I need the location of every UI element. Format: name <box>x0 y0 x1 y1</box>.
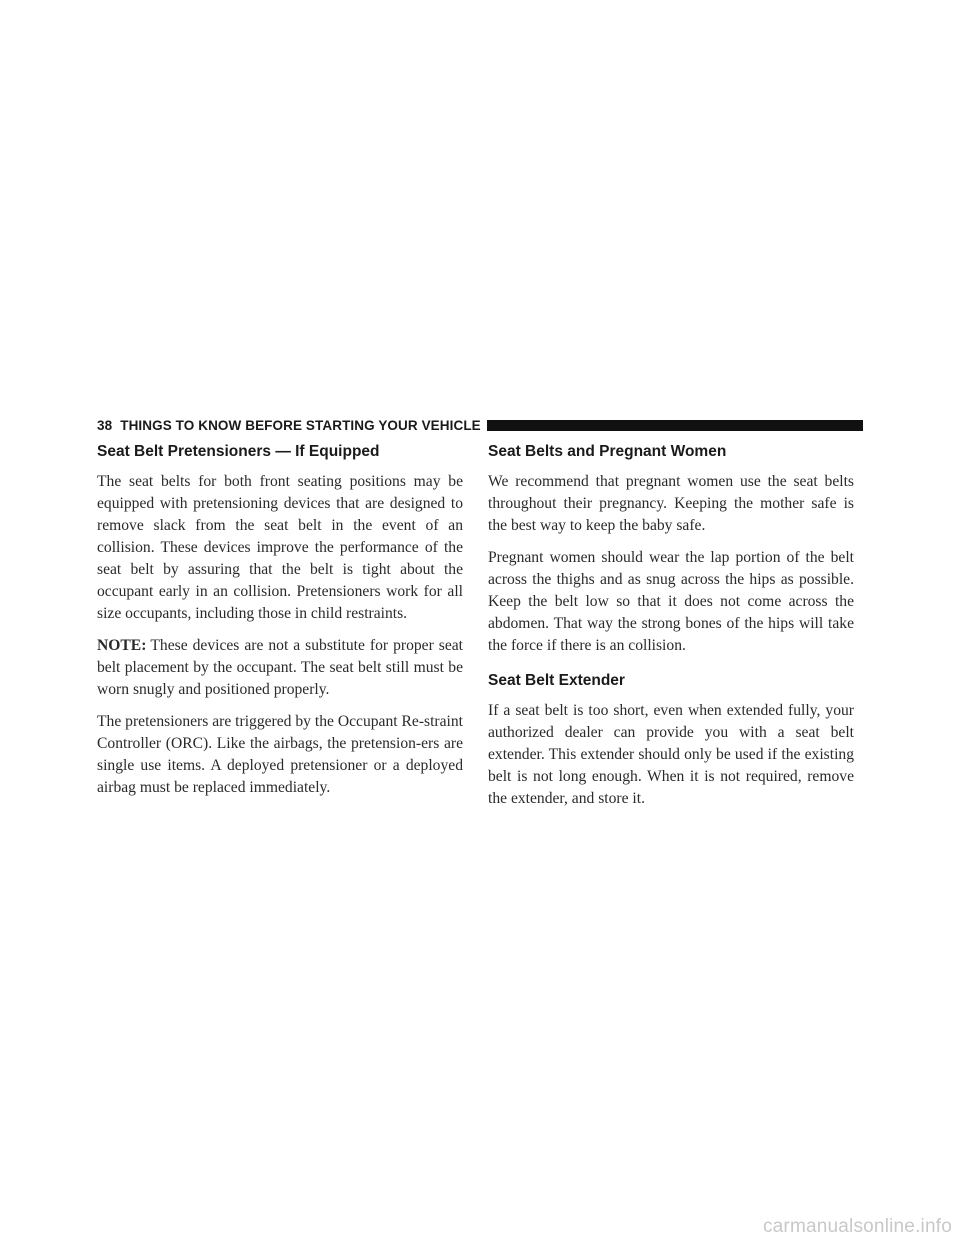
note-paragraph <box>97 635 463 701</box>
left-column <box>97 442 463 809</box>
watermark: carmanualsonline.info <box>762 1216 952 1237</box>
pregnant-women-paragraph-1: We recommend that pregnant women use the seat belts throughout their pregnancy. Keeping the mother safe is the best way to keep the baby safe. <box>488 473 854 534</box>
section-title: THINGS TO KNOW BEFORE STARTING YOUR VEHICLE <box>120 418 481 433</box>
extender-heading: Seat Belt Extender <box>488 672 625 689</box>
pregnant-women-heading: Seat Belts and Pregnant Women <box>488 443 727 460</box>
page-number: 38 <box>97 418 113 433</box>
note-text: These devices are not a substitute for proper seat belt placement by the occupant. The seat belt still must be worn snugly and positioned properly. <box>97 637 463 698</box>
pretensioners-paragraph: The seat belts for both front seating positions may be equipped with pretensioning devices that are designed to remove slack from the seat belt in the event of an collision. These devices improve the performance of the seat belt by assuring that the belt is tight about the occupant early in an collision. Pretensioners work for all size occupants, including those in child restraints. <box>97 473 463 622</box>
right-column <box>488 442 854 820</box>
header-rule <box>487 420 863 431</box>
pregnant-women-paragraph-2: Pregnant women should wear the lap portion of the belt across the thighs and as snug across the hips as possible. Keep the belt low so that it does not come across the abdomen. That way the strong bones of the hips will take the force if there is an collision. <box>488 549 854 654</box>
page-header <box>97 417 863 434</box>
extender-paragraph: If a seat belt is too short, even when extended fully, your authorized dealer can provide you with a seat belt extender. This extender should only be used if the existing belt is not long enough. When it is not required, remove the extender, and store it. <box>488 702 854 807</box>
pretensioners-heading: Seat Belt Pretensioners — If Equipped <box>97 443 380 460</box>
note-label: NOTE: <box>97 637 147 654</box>
orc-paragraph: The pretensioners are triggered by the Occupant Re-straint Controller (ORC). Like the airbags, the pretension-ers are single use items. A deployed pretensioner or a deployed airbag must be replaced immediately. <box>97 713 463 796</box>
